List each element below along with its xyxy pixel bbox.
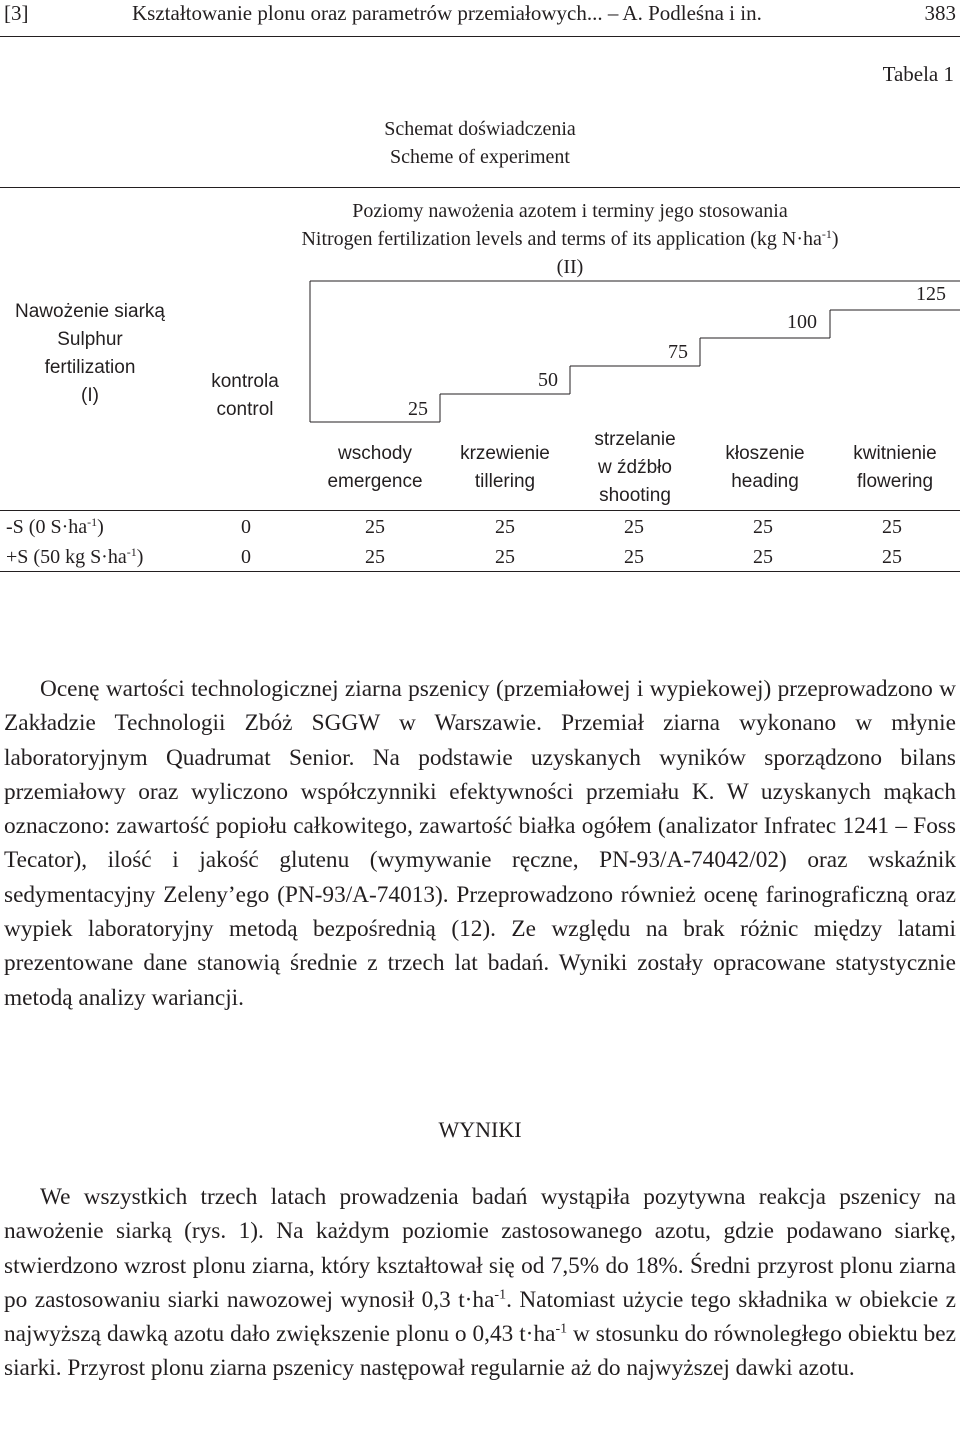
paragraph-methods: Ocenę wartości technologicznej ziarna pszenicy (przemiałowej i wypiekowej) przeprowadzono w Zakładzie Technologii Zbóż SGGW w Warszawie. Przemiał ziarna wykonano w młynie laboratoryjnym Quadrumat Senior. Na podstawie uzyskanych wyników sporządzono bilans przemiałowy oraz wyliczono współczynniki efektywności przemiału K. W uzyskanych mąkach oznaczono: zawartość popiołu całkowitego, zawartość białka ogółem (analizator Infratec 1241 – Foss Tecator), ilość i jakość glutenu (wymywanie ręczne, PN-93/A-74042/02) oraz wskaźnik sedymentacyjny Zeleny’ego (PN-93/A-74013). Przeprowadzono również ocenę farinograficzną oraz wypiek laboratoryjny metodą bezpośrednią (12). Ze względu na brak różnic między latami prezentowane dane stanowią średnie z trzech lat badań. Wyniki zostały opracowane statystycznie metodą analizy wariancji.	[4, 676, 956, 1011]
control-en: control	[216, 399, 274, 420]
section-title-results: WYNIKI	[438, 1117, 522, 1142]
row-head-4: (I)	[81, 385, 99, 406]
table-cell: 25	[753, 516, 773, 538]
level-75: 75	[668, 341, 688, 363]
table-cell: 25	[882, 516, 902, 538]
col-head-pl: Poziomy nawożenia azotem i terminy jego stosowania	[352, 200, 788, 222]
row-label-plus-s: +S (50 kg $S\cdot ha^{-1}$)	[6, 544, 144, 568]
table-cell: 25	[365, 546, 385, 568]
term-heading-pl: kłoszenie	[725, 443, 805, 464]
table-cell: 25	[624, 516, 644, 538]
table-cell: 0	[241, 546, 251, 568]
row-head-1: Nawożenie siarką	[15, 301, 165, 322]
level-100: 100	[787, 311, 817, 333]
term-tillering-en: tillering	[474, 471, 536, 492]
paragraph-results: We wszystkich trzech latach prowadzenia badań wystąpiła pozytywna reakcja pszenicy na nawożenie siarką (rys. 1). Na każdym poziomie zastosowanego azotu, gdzie podawano siarkę, stwierdzono wzrost plonu ziarna, który kształtował się od 7,5% do 18%. Średni przyrost plonu ziarna po zastosowaniu siarki nawozowej wynosił 0,3 $t\cdot ha^{-1}$. Natomiast użycie tego składnika w obiekcie z najwyższą dawką azotu dało zwiększenie plonu o 0,43 $t\cdot ha^{-1}$ w stosunku do równoległego obiektu bez siarki. Przyrost plonu ziarna pszenicy następował regularnie aż do najwyższej dawki azotu.	[4, 1184, 956, 1382]
table-caption-en: Scheme of experiment	[390, 146, 570, 168]
table-cell: 25	[624, 546, 644, 568]
header-page-number: 383	[924, 1, 956, 25]
term-emergence-en: emergence	[327, 471, 423, 492]
row-label-minus-s: -S (0 $S\cdot ha^{-1}$)	[6, 514, 104, 538]
term-flowering-pl: kwitnienie	[853, 443, 937, 464]
term-heading-en: heading	[731, 471, 799, 492]
header-title: Kształtowanie plonu oraz parametrów przemiałowych... – A. Podleśna i in.	[132, 1, 762, 25]
table-cell: 25	[882, 546, 902, 568]
row-head-2: Sulphur	[57, 329, 123, 350]
table-bottom-rule	[0, 571, 960, 572]
term-emergence-pl: wschody	[338, 443, 412, 464]
level-25: 25	[408, 398, 428, 420]
table-cell: 25	[495, 516, 515, 538]
term-tillering-pl: krzewienie	[460, 443, 550, 464]
header-bracket: [3]	[4, 1, 29, 25]
row-head-3: fertilization	[44, 357, 136, 378]
table-cell: 25	[365, 516, 385, 538]
table-caption-pl: Schemat doświadczenia	[384, 118, 576, 140]
level-125: 125	[916, 283, 946, 305]
term-shooting-pl: strzelanie	[594, 429, 676, 450]
control-pl: kontrola	[211, 371, 279, 392]
term-shooting-pl2: w źdźbło	[598, 457, 672, 478]
col-head-en: Nitrogen fertilization levels and terms of its application (kg $N\cdot ha^{-1}$)	[301, 226, 839, 250]
col-head-roman: (II)	[556, 256, 584, 278]
table-cell: 25	[753, 546, 773, 568]
term-flowering-en: flowering	[856, 471, 934, 492]
table-cell: 25	[495, 546, 515, 568]
level-50: 50	[538, 369, 558, 391]
table-label: Tabela 1	[882, 62, 954, 86]
term-shooting-en: shooting	[599, 485, 671, 506]
table-cell: 0	[241, 516, 251, 538]
